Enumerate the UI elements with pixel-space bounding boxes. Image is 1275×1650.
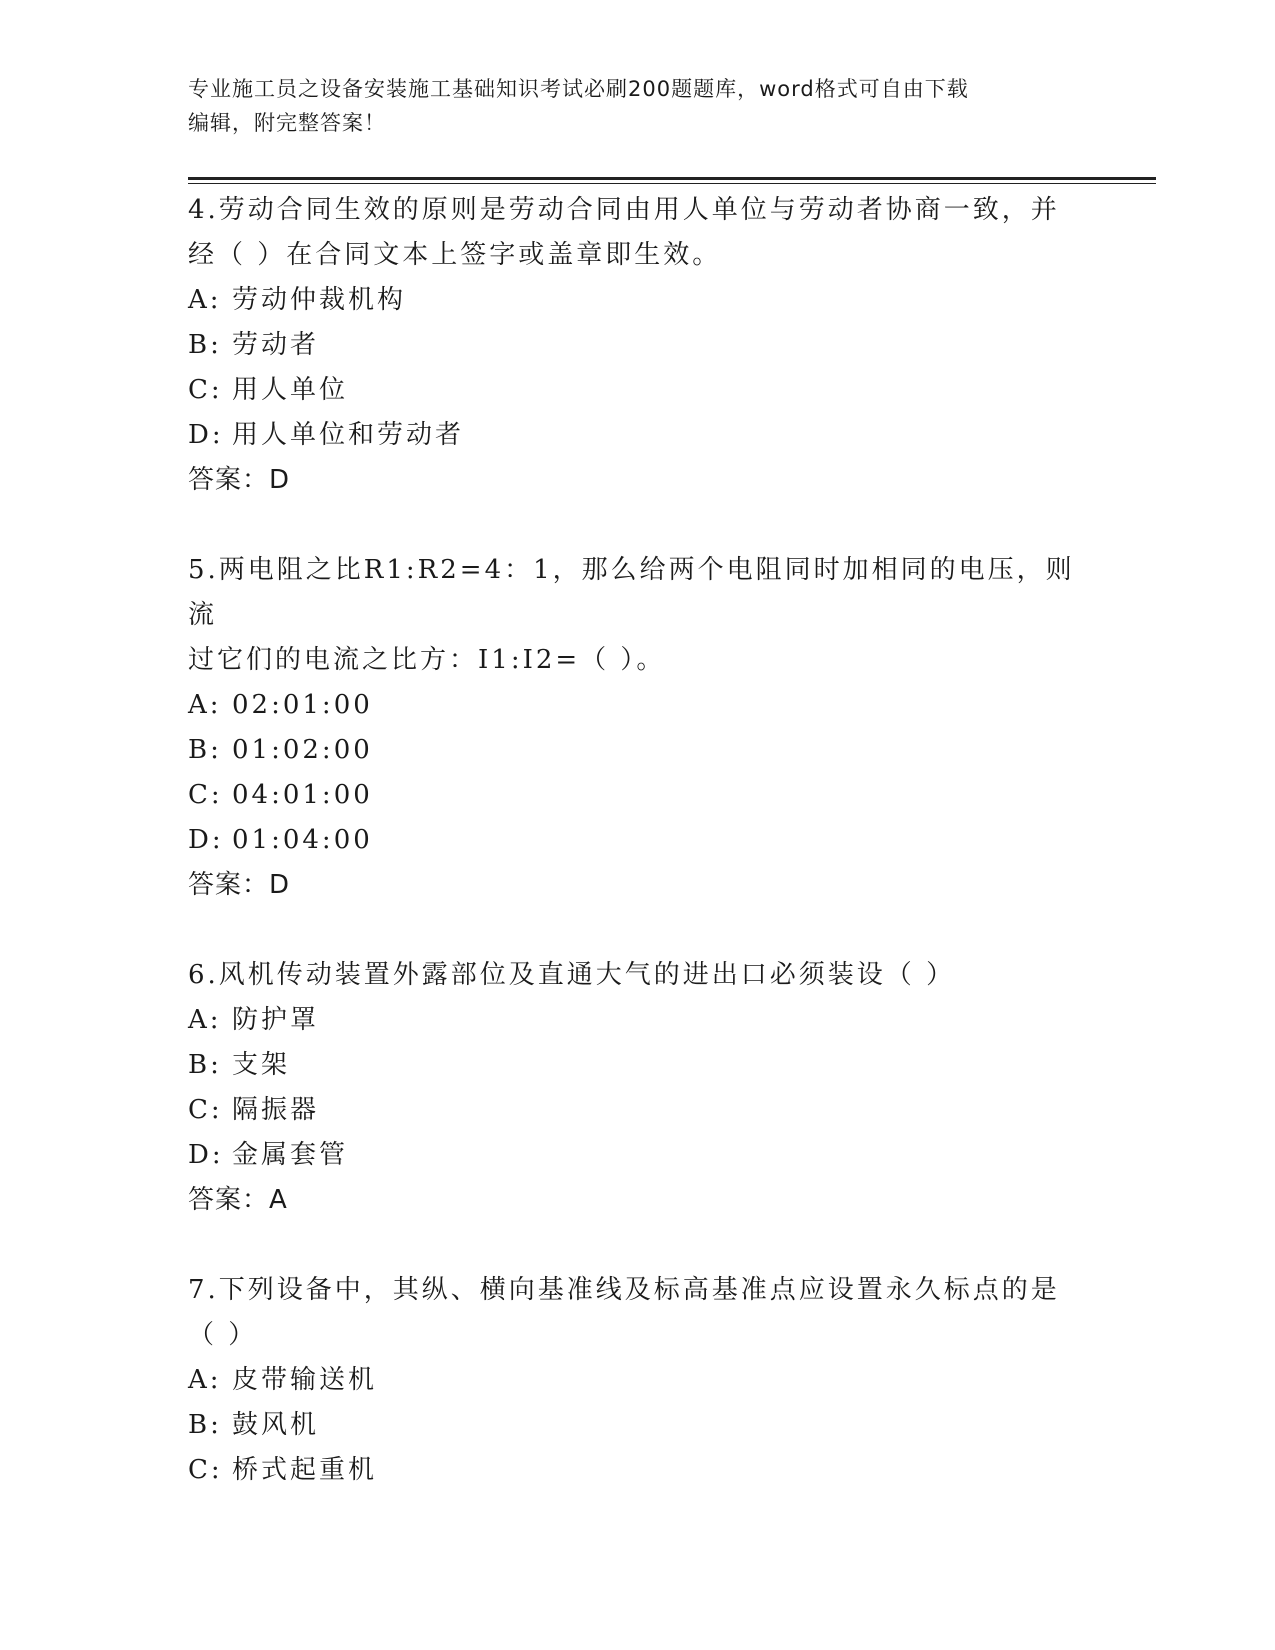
option-b xyxy=(188,1403,1088,1448)
option-key: A: xyxy=(188,1365,222,1395)
question-7 xyxy=(188,1268,1088,1493)
option-key: B: xyxy=(188,1050,222,1080)
option-key: D: xyxy=(188,1140,224,1170)
option-d xyxy=(188,818,1088,863)
option-text: 金属套管 xyxy=(232,1140,349,1170)
question-text-line: 6.风机传动装置外露部位及直通大气的进出口必须装设（ ） xyxy=(188,960,956,990)
option-text: 劳动仲裁机构 xyxy=(232,285,407,315)
option-text: 隔振器 xyxy=(232,1095,320,1125)
option-a xyxy=(188,278,1088,323)
question-4 xyxy=(188,188,1088,503)
option-key: D: xyxy=(188,420,224,450)
question-6 xyxy=(188,953,1088,1223)
option-text: 02:01:00 xyxy=(232,690,373,720)
answer-line: 答案：A xyxy=(188,1185,288,1215)
option-d xyxy=(188,1133,1088,1178)
option-b xyxy=(188,1043,1088,1088)
option-key: B: xyxy=(188,1410,222,1440)
option-text: 皮带输送机 xyxy=(232,1365,378,1395)
question-5 xyxy=(188,548,1088,908)
header-line-2: 编辑，附完整答案！ xyxy=(188,111,386,135)
option-key: B: xyxy=(188,330,222,360)
question-text-line: 过它们的电流之比方：I1:I2=（ ）。 xyxy=(188,645,666,675)
header-divider-thin xyxy=(188,183,1156,184)
option-key: C: xyxy=(188,1455,223,1485)
answer-line: 答案：D xyxy=(188,465,291,495)
document-header xyxy=(188,72,1088,140)
option-c xyxy=(188,1088,1088,1133)
option-key: B: xyxy=(188,735,222,765)
option-b xyxy=(188,323,1088,368)
question-list xyxy=(188,188,1088,1493)
question-text-line: 经（ ）在合同文本上签字或盖章即生效。 xyxy=(188,240,722,270)
option-text: 04:01:00 xyxy=(232,780,373,810)
option-a xyxy=(188,1358,1088,1403)
option-text: 01:04:00 xyxy=(232,825,373,855)
option-b xyxy=(188,728,1088,773)
option-d xyxy=(188,413,1088,458)
option-text: 用人单位和劳动者 xyxy=(232,420,465,450)
question-text-line: 7.下列设备中，其纵、横向基准线及标高基准点应设置永久标点的是 xyxy=(188,1275,1060,1305)
option-key: C: xyxy=(188,1095,223,1125)
header-line-1: 专业施工员之设备安装施工基础知识考试必刷200题题库，word格式可自由下载 xyxy=(188,77,969,101)
spacer xyxy=(188,1223,1088,1268)
option-c xyxy=(188,368,1088,413)
option-text: 防护罩 xyxy=(232,1005,320,1035)
question-text-line: 4.劳动合同生效的原则是劳动合同由用人单位与劳动者协商一致，并 xyxy=(188,195,1060,225)
option-c xyxy=(188,1448,1088,1493)
option-key: D: xyxy=(188,825,224,855)
option-text: 支架 xyxy=(232,1050,291,1080)
option-key: A: xyxy=(188,1005,222,1035)
option-text: 用人单位 xyxy=(232,375,349,405)
option-a xyxy=(188,683,1088,728)
option-key: A: xyxy=(188,285,222,315)
spacer xyxy=(188,503,1088,548)
option-a xyxy=(188,998,1088,1043)
header-divider-thick xyxy=(188,177,1156,180)
option-text: 01:02:00 xyxy=(232,735,373,765)
question-text-line: 5.两电阻之比R1:R2=4：1，那么给两个电阻同时加相同的电压，则流 xyxy=(188,555,1075,630)
question-text-line: （ ） xyxy=(188,1320,258,1350)
option-text: 劳动者 xyxy=(232,330,320,360)
option-key: C: xyxy=(188,780,223,810)
option-key: C: xyxy=(188,375,223,405)
option-key: A: xyxy=(188,690,222,720)
spacer xyxy=(188,908,1088,953)
option-c xyxy=(188,773,1088,818)
option-text: 鼓风机 xyxy=(232,1410,320,1440)
answer-line: 答案：D xyxy=(188,870,291,900)
option-text: 桥式起重机 xyxy=(232,1455,378,1485)
